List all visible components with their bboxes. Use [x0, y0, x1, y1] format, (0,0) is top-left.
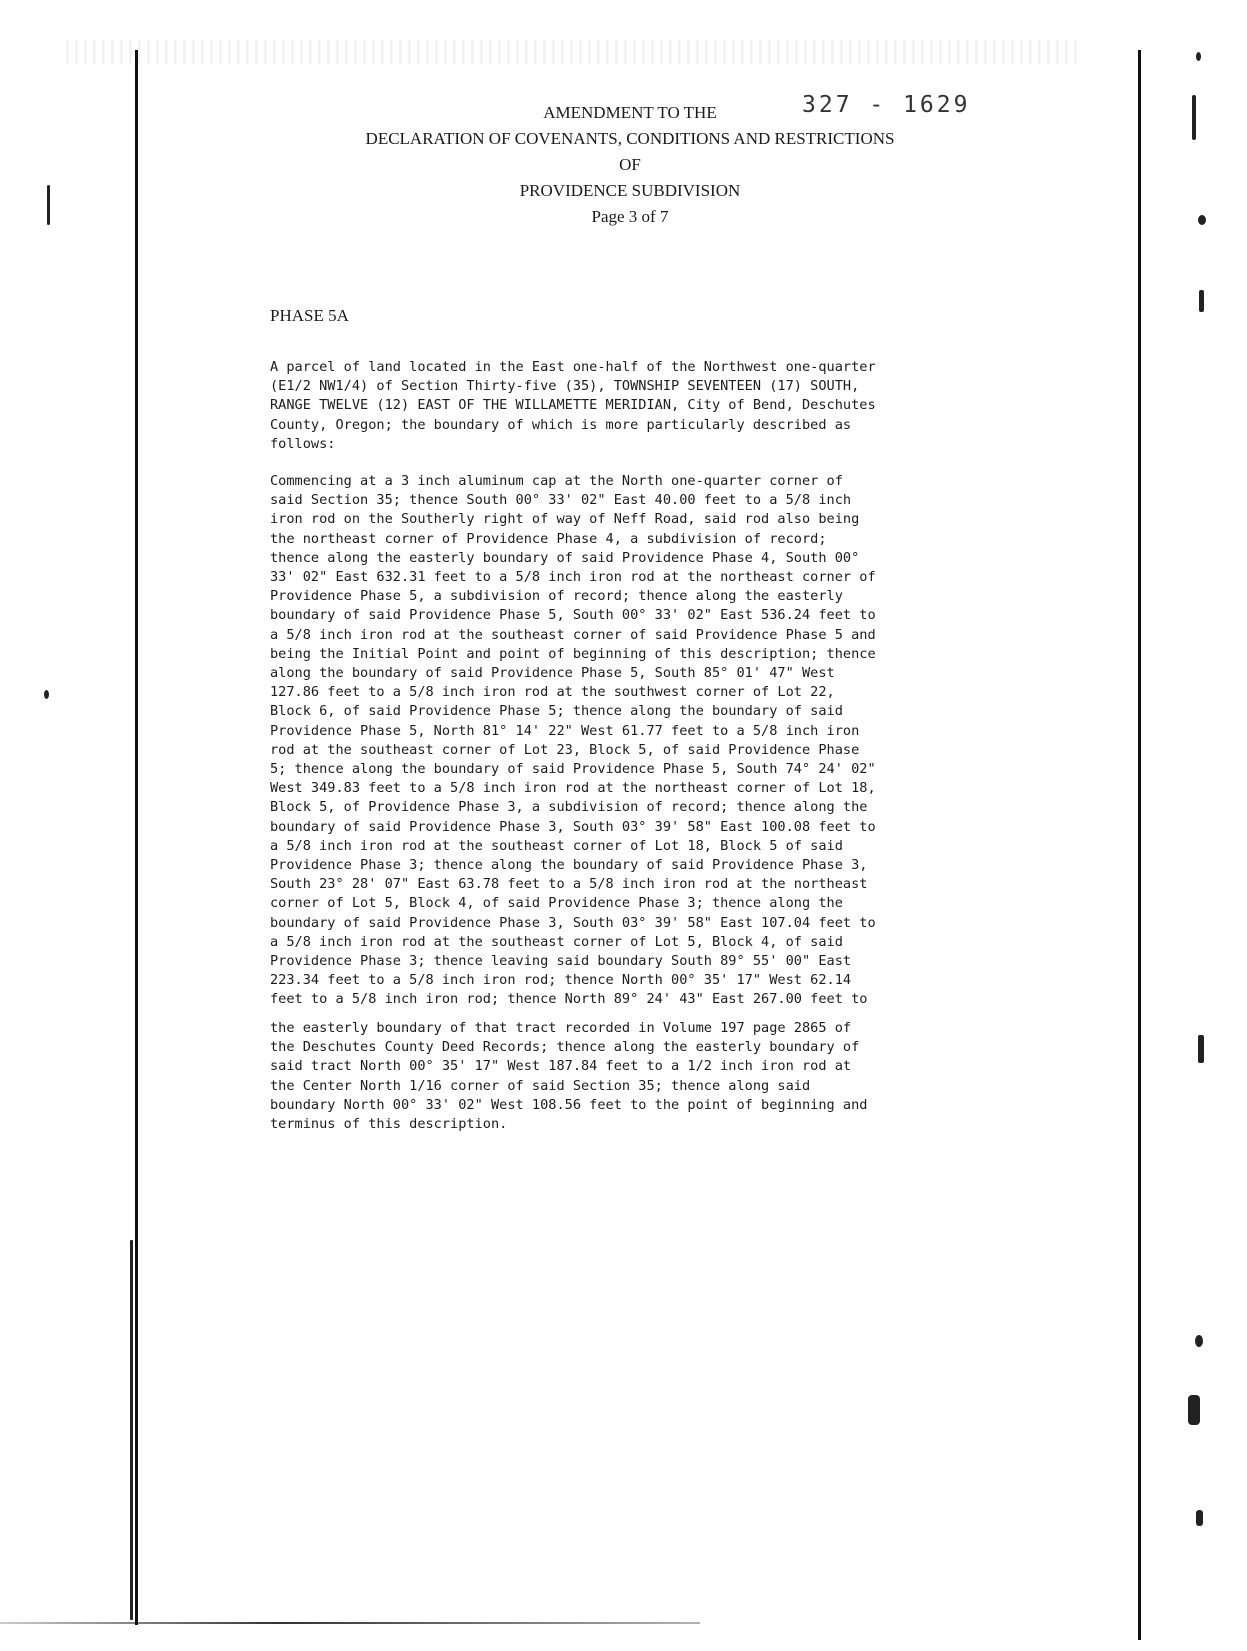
- document-subtitle: DECLARATION OF COVENANTS, CONDITIONS AND RESTRICTIONS: [365, 129, 895, 148]
- scan-speckle: [1196, 1510, 1203, 1526]
- book-page-number: 327 - 1629: [802, 92, 971, 118]
- intro-paragraph: A parcel of land located in the East one-half of the Northwest one-quarter (E1/2 NW1/4) of Section Thirty-five (35), TOWNSHIP SEVENTEEN (17) SOUTH, RANGE TWELVE (12) EAST OF THE WILLAMETTE MERIDIAN, City of Bend, Deschutes County, Oregon; the boundary of which is more particularly described as follows:: [270, 359, 876, 452]
- right-margin-rule: [1138, 50, 1141, 1640]
- scan-speckle: [44, 690, 49, 699]
- scan-speckle: [1199, 290, 1204, 312]
- document-subtitle-of: OF: [619, 155, 641, 174]
- bottom-edge-rule: [0, 1622, 700, 1624]
- scan-speckle: [1192, 95, 1196, 140]
- scan-speckle: [1198, 215, 1206, 225]
- scan-speckle: [1198, 1035, 1204, 1063]
- boundary-description-paragraph: Commencing at a 3 inch aluminum cap at the North one-quarter corner of said Section 35; thence South 00° 33' 02" East 40.00 feet to a 5/8 inch iron rod on the Southerly right of way of Neff Road, said rod also being the northeast corner of Providence Phase 4, a subdivision of record; thence along the easterly boundary of said Providence Phase 4, South 00° 33' 02" East 632.31 feet to a 5/8 inch iron rod at the northeast corner of Providence Phase 5, a subdivision of record; thence along the easterly boundary of said Providence Phase 5, South 00° 33' 02" East 536.24 feet to a 5/8 inch iron rod at the southeast corner of said Providence Phase 5 and being the Initial Point and point of beginning of this description; thence along the boundary of said Providence Phase 5, South 85° 01' 47" West 127.86 feet to a 5/8 inch iron rod at the southwest corner of Lot 22, Block 6, of said Providence Phase 5; thence along the boundary of said Providence Phase 5, North 81° 14' 22" West 61.77 feet to a 5/8 inch iron rod at the southeast corner of Lot 23, Block 5, of said Providence Phase 5; thence along the boundary of said Providence Phase 5, South 74° 24' 02" West 349.83 feet to a 5/8 inch iron rod at the northeast corner of Lot 18, Block 5, of Providence Phase 3, a subdivision of record; thence along the boundary of said Providence Phase 3, South 03° 39' 58" East 100.08 feet to a 5/8 inch iron rod at the southeast corner of Lot 18, Block 5 of said Providence Phase 3; thence along the boundary of said Providence Phase 3, South 23° 28' 07" East 63.78 feet to a 5/8 inch iron rod at the northeast corner of Lot 5, Block 4, of said Providence Phase 3; thence along the boundary of said Providence Phase 3, South 03° 39' 58" East 107.04 feet to a 5/8 inch iron rod at the southeast corner of Lot 5, Block 4, of said Providence Phase 3; thence leaving said boundary South 89° 55' 00" East 223.34 feet to a 5/8 inch iron rod; thence North 00° 35' 17" West 62.14 feet to a 5/8 inch iron rod; thence North 89° 24' 43" East 267.00 feet to: [270, 473, 876, 1008]
- document-title: AMENDMENT TO THE: [543, 103, 717, 122]
- document-header: [300, 100, 960, 230]
- subdivision-name: PROVIDENCE SUBDIVISION: [519, 181, 741, 200]
- scan-speckle: [47, 185, 50, 225]
- left-margin-rule: [135, 50, 138, 1625]
- scan-noise-top-edge: [60, 40, 1080, 64]
- boundary-continuation-paragraph: the easterly boundary of that tract recorded in Volume 197 page 2865 of the Deschutes County Deed Records; thence along the easterly boundary of said tract North 00° 35' 17" West 187.84 feet to a 1/2 inch iron rod at the Center North 1/16 corner of said Section 35; thence along said boundary North 00° 33' 02" West 108.56 feet to the point of beginning and terminus of this description.: [270, 1020, 868, 1133]
- scan-speckle: [1195, 1335, 1203, 1347]
- scan-speckle: [1196, 52, 1201, 61]
- section-heading: PHASE 5A: [270, 306, 349, 325]
- page-indicator: Page 3 of 7: [591, 207, 669, 226]
- scan-speckle: [1188, 1395, 1200, 1425]
- scan-speckle: [130, 1240, 133, 1620]
